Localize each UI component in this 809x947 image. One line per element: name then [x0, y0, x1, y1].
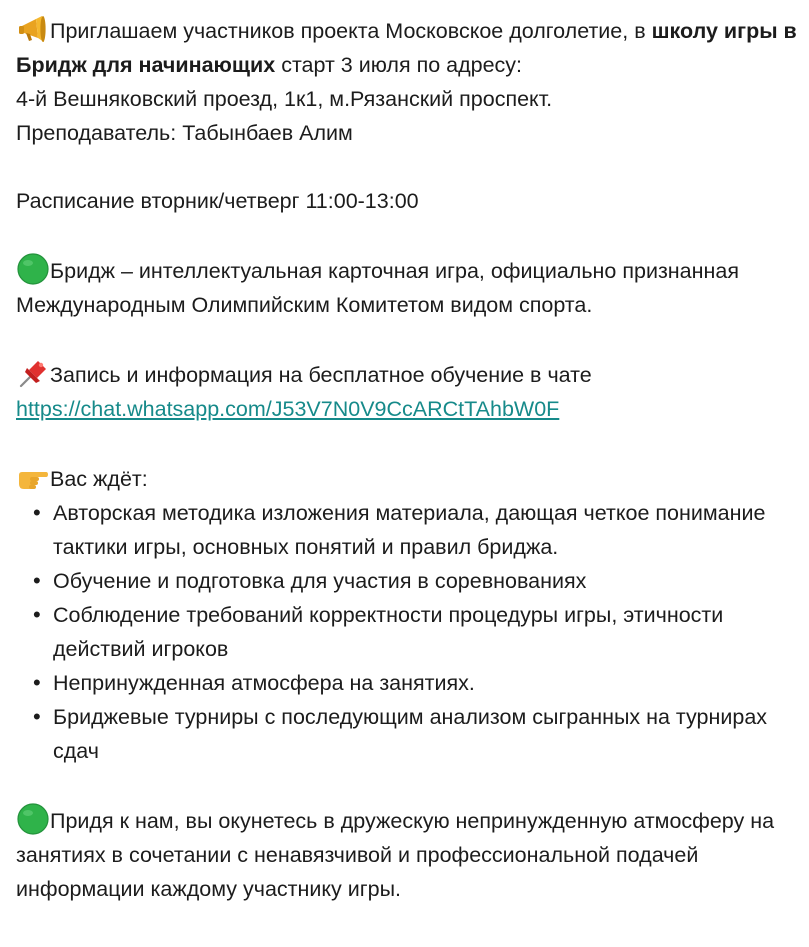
intro-paragraph: [16, 12, 801, 150]
benefits-heading-text: Вас ждёт:: [50, 467, 148, 491]
signup-paragraph: [16, 356, 801, 426]
list-item-text: Обучение и подготовка для участия в соревнованиях: [53, 569, 587, 593]
green-circle-icon: [16, 252, 50, 286]
megaphone-icon: [16, 12, 50, 46]
list-item: [33, 598, 801, 666]
about-text: Бридж – интеллектуальная карточная игра, официально признанная Международным Олимпийским Комитетом видом спорта.: [16, 259, 739, 317]
bullet-dot: •: [33, 500, 41, 525]
intro-bold-school-name: школу игры в Бридж для начинающих: [16, 19, 797, 77]
list-item: [33, 496, 801, 564]
list-item: [33, 700, 801, 768]
list-item-text: Непринужденная атмосфера на занятиях.: [53, 671, 475, 695]
schedule-text: Расписание вторник/четверг 11:00-13:00: [16, 189, 419, 213]
benefits-list: [16, 496, 801, 768]
signup-text: Запись и информация на бесплатное обучение в чате: [50, 363, 592, 387]
bullet-dot: •: [33, 602, 41, 627]
benefits-heading: [16, 460, 801, 496]
intro-address: 4-й Вешняковский проезд, 1к1, м.Рязанский проспект.: [16, 87, 553, 111]
intro-text-part1: Приглашаем участников проекта Московское долголетие, в: [50, 19, 652, 43]
bullet-dot: •: [33, 568, 41, 593]
list-item: [33, 564, 801, 598]
list-item-text: Бриджевые турниры с последующим анализом сыгранных на турнирах сдач: [53, 705, 768, 763]
list-item-text: Авторская методика изложения материала, дающая четкое понимание тактики игры, основных понятий и правил бриджа.: [53, 501, 766, 559]
whatsapp-chat-link[interactable]: https://chat.whatsapp.com/J53V7N0V9CcARCtTAhbW0F: [16, 397, 560, 421]
pointing-right-hand-icon: [16, 460, 50, 494]
green-circle-icon: [16, 802, 50, 836]
closing-paragraph: [16, 802, 801, 906]
list-item: [33, 666, 801, 700]
closing-text: Придя к нам, вы окунетесь в дружескую непринужденную атмосферу на занятиях в сочетании с ненавязчивой и профессиональной подачей информации каждому участнику игры.: [16, 809, 775, 901]
intro-text-part2: старт 3 июля по адресу:: [275, 53, 523, 77]
list-item-text: Соблюдение требований корректности процедуры игры, этичности действий игроков: [53, 603, 724, 661]
bullet-dot: •: [33, 704, 41, 729]
intro-teacher: Преподаватель: Табынбаев Алим: [16, 121, 353, 145]
message-body: [16, 12, 801, 906]
pushpin-icon: [16, 356, 50, 390]
about-paragraph: [16, 252, 801, 322]
bullet-dot: •: [33, 670, 41, 695]
